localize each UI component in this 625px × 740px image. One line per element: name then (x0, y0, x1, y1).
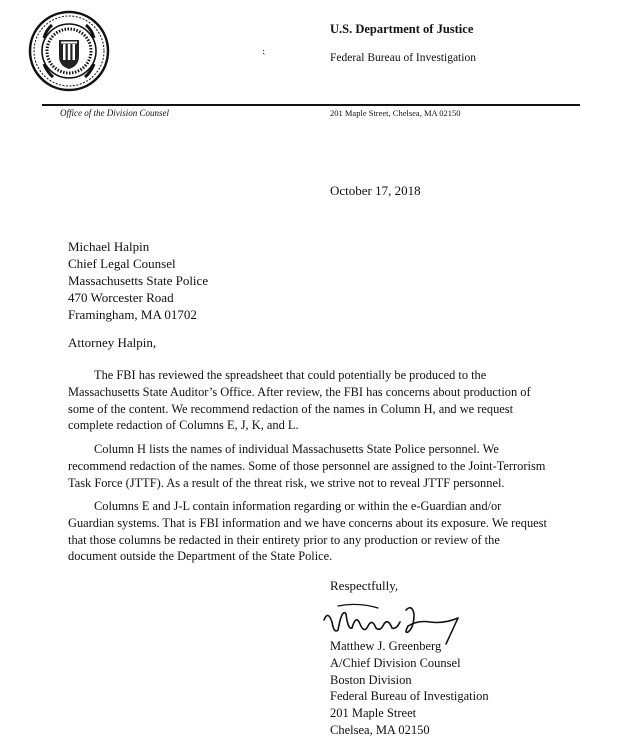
letter-date: October 17, 2018 (330, 183, 421, 198)
recipient-city: Framingham, MA 01702 (68, 307, 197, 322)
body-paragraph: Columns E and J-L contain information regarding or within the e-Guardian and/or Guardian systems. That is FBI information and we have concerns about its exposure. We request that those columns be redacted in their entirety prior to any production or review of the document outside the Department of the State Police. (68, 499, 547, 564)
signer-org: Federal Bureau of Investigation (330, 689, 489, 704)
recipient-street: 470 Worcester Road (68, 290, 174, 305)
recipient-address (68, 238, 208, 323)
signer-name: Matthew J. Greenberg (330, 639, 442, 653)
scan-speck: ⁏ (262, 46, 266, 56)
signer-title: A/Chief Division Counsel (330, 655, 461, 670)
signer-street: 201 Maple Street (330, 706, 417, 721)
department-name: U.S. Department of Justice (330, 22, 474, 36)
fbi-seal-icon (28, 10, 110, 92)
office-name: Office of the Division Counsel (60, 108, 169, 118)
closing: Respectfully, (330, 578, 399, 593)
letterhead-divider (42, 104, 580, 106)
recipient-title: Chief Legal Counsel (68, 256, 176, 271)
recipient-name: Michael Halpin (68, 239, 150, 254)
body-paragraph: The FBI has reviewed the spreadsheet that could potentially be produced to the Massachusetts State Auditor’s Office. After review, the FBI has concerns about production of some of the content. We recommend redaction of the names in Column H, and we request complete redaction of Columns E, J, K, and L. (68, 368, 531, 433)
signer-city: Chelsea, MA 02150 (330, 722, 430, 737)
signature-block (330, 638, 489, 739)
bureau-name: Federal Bureau of Investigation (330, 52, 476, 64)
office-address: 201 Maple Street, Chelsea, MA 02150 (330, 108, 461, 118)
body-paragraph: Column H lists the names of individual Massachusetts State Police personnel. We recommend redaction of the names. Some of those personnel are assigned to the Joint-Terrorism Task Force (JTTF). As a result of the threat risk, we strive not to reveal JTTF personnel. (68, 442, 546, 490)
recipient-org: Massachusetts State Police (68, 273, 209, 288)
salutation: Attorney Halpin, (68, 335, 157, 350)
signer-division: Boston Division (330, 672, 412, 687)
